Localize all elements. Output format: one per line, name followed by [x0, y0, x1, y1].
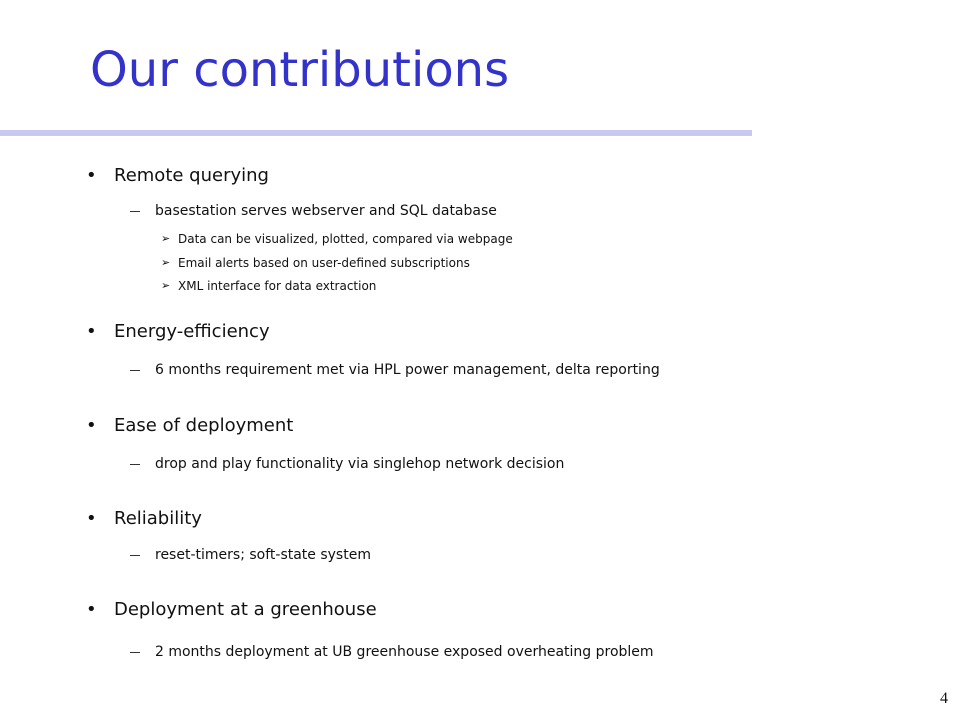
slide-title: Our contributions: [90, 42, 510, 98]
bullet-dot-icon: •: [86, 508, 97, 529]
page-number: 4: [940, 690, 948, 707]
bullet-dot-icon: •: [86, 415, 97, 436]
bullet-item: [86, 415, 293, 437]
detail-item: [161, 255, 470, 271]
arrow-bullet-icon: ➢: [161, 232, 171, 245]
bullet-item: [86, 508, 202, 530]
bullet-text: Deployment at a greenhouse: [114, 599, 377, 620]
bullet-dot-icon: •: [86, 321, 97, 342]
sub-bullet-item: [155, 361, 660, 379]
sub-bullet-item: [155, 202, 497, 220]
detail-item: [161, 278, 377, 294]
bullet-text: Reliability: [114, 508, 202, 529]
bullet-text: Energy-efficiency: [114, 321, 270, 342]
sub-bullet-text: 6 months requirement met via HPL power management, delta reporting: [155, 362, 660, 378]
bullet-dot-icon: •: [86, 599, 97, 620]
sub-bullet-item: [155, 643, 654, 661]
arrow-bullet-icon: ➢: [161, 279, 171, 292]
dash-icon: [130, 464, 140, 465]
bullet-item: [86, 599, 377, 621]
sub-bullet-text: basestation serves webserver and SQL database: [155, 203, 497, 219]
bullet-text: Remote querying: [114, 165, 269, 186]
sub-bullet-text: reset-timers; soft-state system: [155, 547, 371, 563]
bullet-item: [86, 321, 270, 343]
detail-text: XML interface for data extraction: [178, 279, 377, 293]
bullet-text: Ease of deployment: [114, 415, 294, 436]
sub-bullet-text: drop and play functionality via singlehop network decision: [155, 456, 565, 472]
dash-icon: [130, 555, 140, 556]
bullet-dot-icon: •: [86, 165, 97, 186]
dash-icon: [130, 370, 140, 371]
sub-bullet-text: 2 months deployment at UB greenhouse exposed overheating problem: [155, 644, 654, 660]
detail-text: Email alerts based on user-defined subscriptions: [178, 256, 470, 270]
detail-text: Data can be visualized, plotted, compared via webpage: [178, 232, 513, 246]
dash-icon: [130, 652, 140, 653]
arrow-bullet-icon: ➢: [161, 256, 171, 269]
sub-bullet-item: [155, 455, 564, 473]
bullet-item: [86, 165, 269, 187]
sub-bullet-item: [155, 546, 371, 564]
dash-icon: [130, 211, 140, 212]
detail-item: [161, 231, 513, 247]
